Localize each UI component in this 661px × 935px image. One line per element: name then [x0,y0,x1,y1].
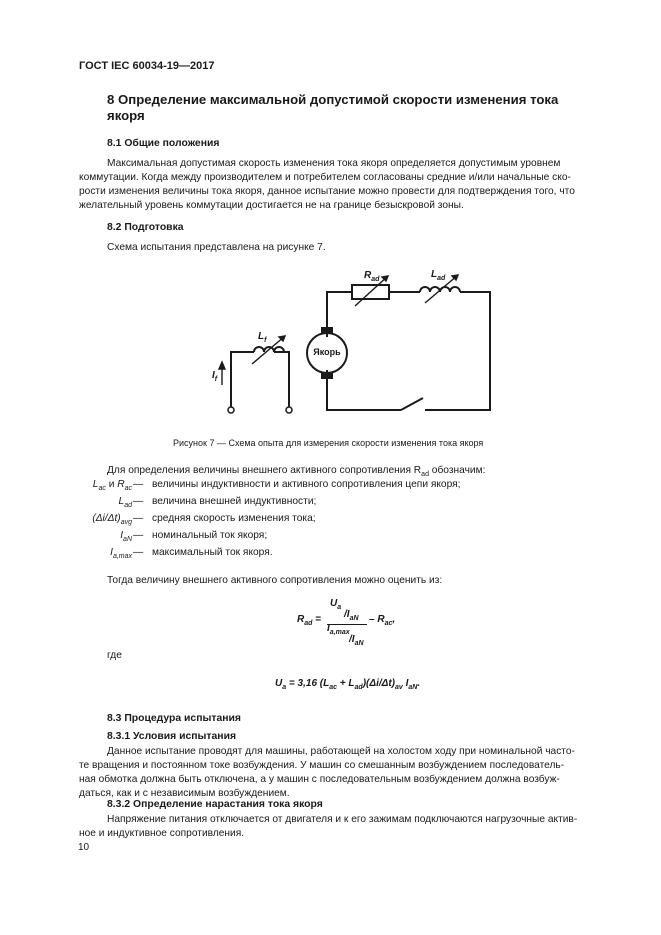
formula-1-num-u: $U_a$ [330,598,342,611]
definition-desc: величина внешней индуктивности; [152,496,317,507]
formula-lead: Тогда величину внешнего активного сопротивления можно оценить из: [107,575,443,586]
label-lf: $L_f$ [258,331,267,344]
section-8-1-line-2: коммутации. Когда между производителем и потребителем согласованы средние и/или начальные ско- [79,172,571,183]
section-8-3-1-line-3: ная обмотка должна быть отключена, а у машин с последовательным возбуждением должна возбуж- [79,774,560,785]
formula-1-den-in: $/I_{aN}$ [349,634,364,647]
formula-1-den-i: $I_{a,max}$ [327,623,350,636]
definition-symbol: $I_{aN}$ [120,530,132,544]
definition-dash: — [133,547,144,558]
section-8-title: 8 Определение максимальной допустимой скорости изменения тока якоря [107,92,559,123]
page-number: 10 [78,842,90,853]
motor-label: Якорь [313,347,341,357]
label-lad: $L_{ad}$ [431,269,446,282]
formula-1-num-i: $/I_{aN}$ [344,609,359,622]
figure-caption: Рисунок 7 — Схема опыта для измерения скорости изменения тока якоря [173,438,484,448]
definition-symbol: $L_{ac}$ и $R_{ac}$ [92,479,132,493]
section-8-1-line-4: желательный уровень коммутации достигается не на границе безыскровой зоны. [79,200,464,211]
definition-dash: — [133,530,144,541]
definition-desc: средняя скорость изменения тока; [152,513,316,524]
section-8-3-1-line-2: те вращения и постоянном токе возбуждения. У машин со смешанным возбуждением последователь- [79,760,565,771]
standard-header: ГОСТ IEC 60034-19—2017 [79,60,215,72]
definition-dash: — [133,479,144,490]
formula-1-tail: – $R_{ac}$, [369,614,396,627]
section-8-1-line-3: рости изменения величины тока якоря, данное испытание можно провести для подтверждения того, что [79,186,575,197]
definition-symbol: $I_{a,max}$ [110,547,132,561]
definition-symbol: $L_{ad}$ [118,496,132,510]
formula-where: где [107,650,122,661]
definition-desc: величины индуктивности и активного сопротивления цепи якоря; [152,479,461,490]
brush-top [321,327,333,334]
definition-dash: — [133,496,144,507]
label-rad: $R_{ad}$ [364,270,380,283]
formula-2: $U_a = 3,16$ $(L_{ac} + L_{ad})(\Delta i/\Delta t)_{av}$ $I_{aN}$. [275,678,421,691]
definition-desc: максимальный ток якоря. [152,547,273,558]
terminal-right [286,407,292,413]
section-8-3-1-line-4: даться, как и с независимым возбуждением. [79,788,290,799]
section-8-3-1-line-1: Данное испытание проводят для машины, работающей на холостом ходу при номинальной часто- [107,746,575,757]
section-8-3-1-title: 8.3.1 Условия испытания [107,731,237,742]
definition-symbol: $(\Delta i/\Delta t)_{avg}$ [92,513,132,527]
section-8-3-title: 8.3 Процедура испытания [107,713,241,724]
section-8-2-intro: Схема испытания представлена на рисунке 7. [107,242,326,253]
definition-dash: — [133,513,144,524]
section-8-1-line-1: Максимальная допустимая скорость изменения тока якоря определяется допустимым уровнем [107,158,561,169]
section-8-3-2-line-1: Напряжение питания отключается от двигателя и к его зажимам подключаются нагрузочные актив- [107,814,578,825]
formula-1-lhs: $R_{ad}$ = [297,614,322,627]
brush-bottom [321,372,333,379]
terminal-left [228,407,234,413]
section-8-2-title: 8.2 Подготовка [107,222,184,233]
section-8-3-2-line-2: ное и индуктивное сопротивления. [79,828,245,839]
section-8-1-title: 8.1 Общие положения [107,138,220,149]
definition-desc: номинальный ток якоря; [152,530,268,541]
definitions-intro: Для определения величины внешнего активного сопротивления $R_{ad}$ обозначим: [107,465,486,479]
section-8-3-2-title: 8.3.2 Определение нарастания тока якоря [107,799,323,810]
label-if: $I_f$ [212,370,218,383]
